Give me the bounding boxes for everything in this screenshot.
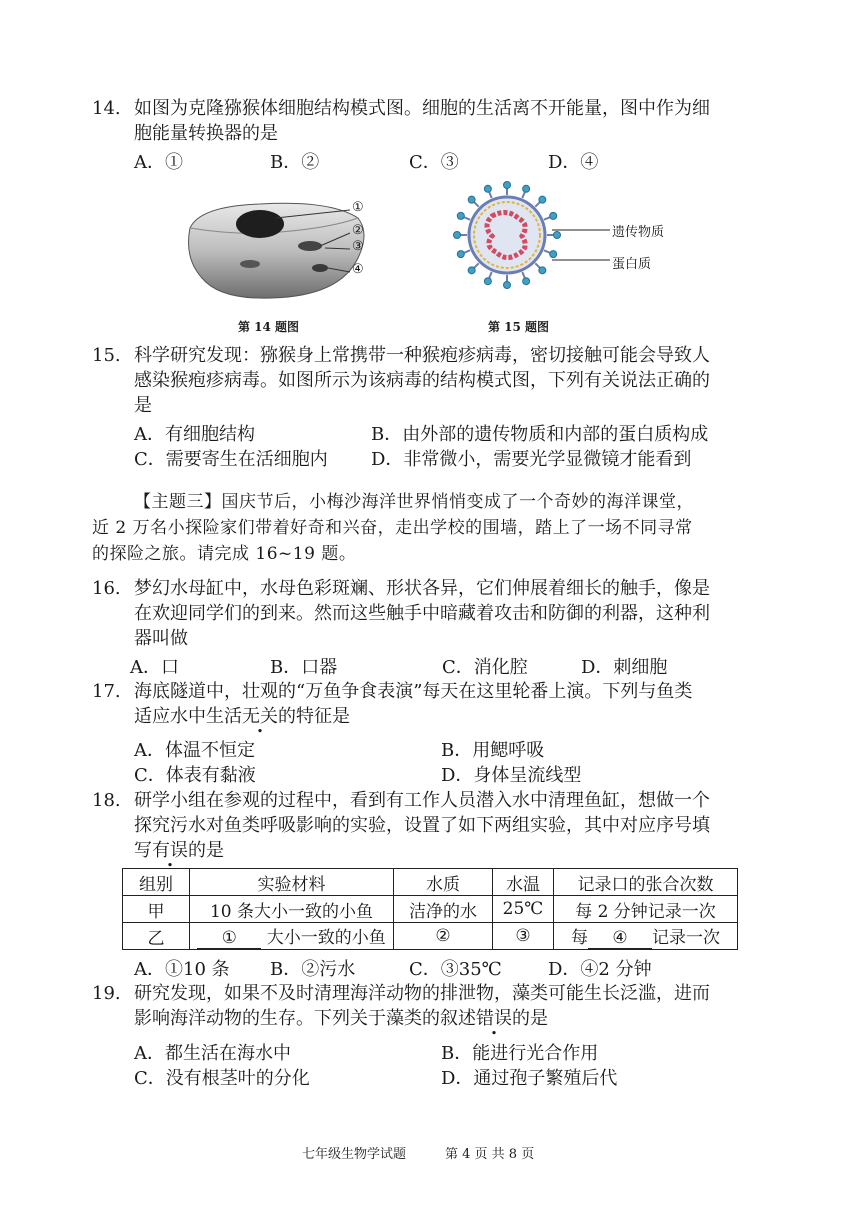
option-d: D．身体呈流线型 (441, 765, 582, 786)
option-a: A．有细胞结构 (134, 424, 255, 445)
question-text: 胞能量转换器的是 (134, 123, 278, 144)
question-text (134, 838, 224, 863)
virus-spike-head (539, 196, 546, 203)
virus-spike-head (504, 282, 511, 289)
table-header-row (123, 869, 738, 896)
experiment-table (122, 868, 738, 950)
option-c: C．③ (409, 152, 459, 173)
figure-caption: 第 14 题图 (238, 320, 300, 334)
footer-subject: 七年级生物学试题 (302, 1147, 407, 1162)
label-protein: 蛋白质 (612, 257, 652, 272)
fill-blank: ① (197, 928, 261, 949)
option-c: C．③35℃ (409, 959, 502, 980)
theme-text: 近 2 万名小探险家们带着好奇和兴奋，走出学校的围墙，踏上了一场不同寻常 (92, 518, 693, 538)
question-text: 器叫做 (134, 628, 188, 649)
table-header: 实验材料 (190, 869, 394, 896)
option-b: B．用鳃呼吸 (441, 740, 545, 761)
table-cell: 每 2 分钟记录一次 (554, 896, 738, 923)
text-segment: 大小一致的小鱼 (266, 928, 386, 948)
table-cell: ② (394, 923, 493, 950)
option-b: B．能进行光合作用 (441, 1043, 599, 1064)
option-b: B．② (270, 152, 320, 173)
text-segment: 适应水中生活 (134, 706, 242, 727)
table-header: 记录口的张合次数 (554, 869, 738, 896)
question-number: 18. (92, 790, 121, 811)
question-text: 感染猴疱疹病毒。如图所示为该病毒的结构模式图，下列有关说法正确的 (134, 370, 710, 391)
question-text (134, 704, 350, 729)
virus-spike-head (504, 182, 511, 189)
figure-15-pointer-lines (552, 220, 612, 270)
option-c: C．没有根茎叶的分化 (134, 1068, 310, 1089)
table-cell (554, 923, 738, 950)
virus-spike-head (484, 185, 491, 192)
footer-page-number: 第 4 页 共 8 页 (445, 1147, 535, 1162)
table-cell (190, 923, 394, 950)
option-a: A．口 (130, 657, 179, 678)
cell-model-illustration (180, 188, 380, 308)
text-segment: 每 (571, 928, 588, 948)
text-segment: 记录一次 (652, 928, 720, 948)
virus-spike-head (550, 212, 557, 219)
table-header: 组别 (123, 869, 190, 896)
text-segment: 的是 (188, 840, 224, 861)
question-number: 15. (92, 345, 121, 366)
question-text: 科学研究发现：猕猴身上常携带一种猴疱疹病毒，密切接触可能会导致人 (134, 345, 710, 366)
table-header: 水质 (394, 869, 493, 896)
label-2: ② (352, 223, 364, 238)
table-cell: 乙 (123, 923, 190, 950)
option-d: D．非常微小，需要光学显微镜才能看到 (371, 449, 692, 470)
question-number: 17. (92, 681, 121, 702)
option-b: B．②污水 (270, 959, 356, 980)
virus-spike-head (457, 212, 464, 219)
option-c: C．需要寄生在活细胞内 (134, 449, 328, 470)
label-genetic-material: 遗传物质 (612, 225, 665, 240)
virus-spike-head (523, 185, 530, 192)
question-text: 在欢迎同学们的到来。然而这些触手中暗藏着攻击和防御的利器，这种利 (134, 603, 710, 624)
question-text (134, 1006, 548, 1031)
virus-spike-head (523, 278, 530, 285)
option-b: B．由外部的遗传物质和内部的蛋白质构成 (371, 424, 709, 445)
text-segment: 写 (134, 840, 152, 861)
emphasized-word: 有误 (152, 840, 188, 861)
cell-model-figure (180, 188, 380, 308)
option-d: D．通过孢子繁殖后代 (441, 1068, 618, 1089)
option-a: A．体温不恒定 (134, 740, 255, 761)
label-3: ③ (352, 239, 364, 254)
option-d: D．④ (548, 152, 599, 173)
virus-spike-head (468, 267, 475, 274)
table-cell: ③ (493, 923, 554, 950)
option-a: A．①10 条 (134, 959, 230, 980)
option-b: B．口器 (270, 657, 338, 678)
table-cell: 甲 (123, 896, 190, 923)
option-d: D．④2 分钟 (548, 959, 652, 980)
option-a: A．① (134, 152, 183, 173)
question-text: 探究污水对鱼类呼吸影响的实验，设置了如下两组实验，其中对应序号填 (134, 815, 710, 836)
question-text: 是 (134, 395, 152, 416)
theme-text: 的探险之旅。请完成 16~19 题。 (92, 544, 357, 564)
virus-spike-head (539, 267, 546, 274)
virus-spike-head (468, 196, 475, 203)
text-segment: 影响海洋动物的生存。下列关于藻类的叙述 (134, 1008, 476, 1029)
table-cell: 10 条大小一致的小鱼 (190, 896, 394, 923)
table-cell: 25℃ (493, 896, 554, 923)
virus-model-illustration (452, 180, 562, 290)
label-4: ④ (352, 262, 364, 277)
question-text: 海底隧道中，壮观的“万鱼争食表演”每天在这里轮番上演。下列与鱼类 (134, 681, 693, 702)
option-a: A．都生活在海水中 (134, 1043, 291, 1064)
text-segment: 的是 (512, 1008, 548, 1029)
question-number: 16. (92, 578, 121, 599)
question-text: 研学小组在参观的过程中，看到有工作人员潜入水中清理鱼缸，想做一个 (134, 790, 710, 811)
option-c: C．消化腔 (442, 657, 528, 678)
question-number: 14. (92, 98, 121, 119)
label-1: ① (352, 200, 364, 215)
table-cell: 洁净的水 (394, 896, 493, 923)
virus-model-figure (452, 180, 562, 290)
table-row (123, 923, 738, 950)
emphasized-word: 错误 (476, 1008, 512, 1029)
theme-text: 【主题三】国庆节后，小梅沙海洋世界悄悄变成了一个奇妙的海洋课堂， (134, 492, 694, 512)
question-text: 梦幻水母缸中，水母色彩斑斓、形状各异，它们伸展着细长的触手，像是 (134, 578, 710, 599)
virus-spike-head (454, 232, 461, 239)
question-number: 19. (92, 983, 121, 1004)
virus-spike-head (484, 278, 491, 285)
option-c: C．体表有黏液 (134, 765, 256, 786)
table-header: 水温 (493, 869, 554, 896)
question-text: 如图为克隆猕猴体细胞结构模式图。细胞的生活离不开能量，图中作为细 (134, 98, 710, 119)
option-d: D．刺细胞 (581, 657, 668, 678)
fill-blank: ④ (588, 928, 652, 949)
emphasized-word: 无关 (242, 706, 278, 727)
virus-spike-head (457, 251, 464, 258)
table-row (123, 896, 738, 923)
text-segment: 的特征是 (278, 706, 350, 727)
question-text: 研究发现，如果不及时清理海洋动物的排泄物，藻类可能生长泛滥，进而 (134, 983, 710, 1004)
figure-caption: 第 15 题图 (488, 320, 550, 334)
